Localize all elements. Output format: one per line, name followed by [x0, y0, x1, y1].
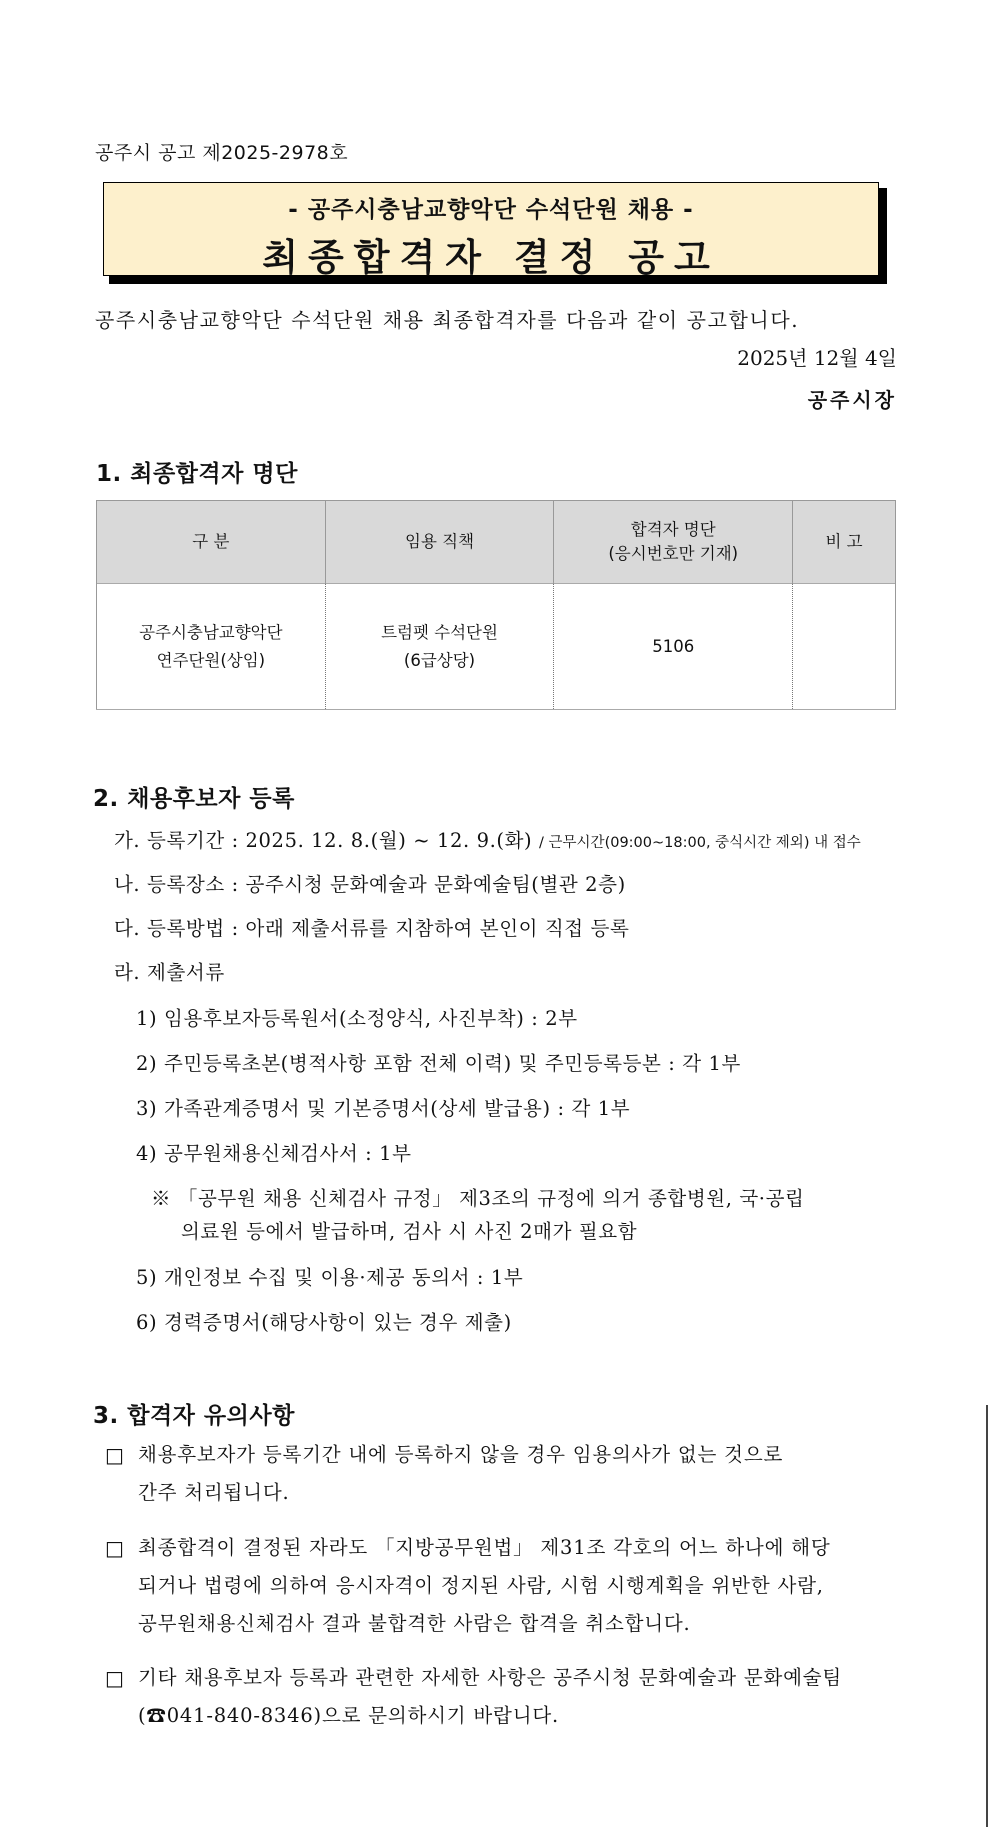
page-edge-line — [986, 1405, 988, 1827]
registration-period-note: / 근무시간(09:00~18:00, 중식시간 제외) 내 접수 — [539, 835, 861, 851]
document-item: 1) 임용후보자등록원서(소정양식, 사진부착) : 2부 — [136, 1007, 578, 1030]
header-remarks: 비 고 — [793, 501, 896, 584]
cell-remark — [793, 584, 896, 710]
notice-date: 2025년 12월 4일 — [737, 346, 897, 370]
cell-position: 트럼펫 수석단원 (6급상당) — [325, 584, 554, 710]
table-row — [97, 584, 896, 710]
medical-note-line2: 의료원 등에서 발급하며, 검사 시 사진 2매가 필요함 — [181, 1220, 638, 1243]
registration-period: 가. 등록기간 : 2025. 12. 8.(월) ~ 12. 9.(화) / 근무시간(09:00~18:00, 중식시간 제외) 내 접수 — [114, 829, 861, 852]
registration-place: 나. 등록장소 : 공주시청 문화예술과 문화예술팀(별관 2층) — [114, 873, 626, 896]
header-candidates: 합격자 명단 (응시번호만 기재) — [554, 501, 793, 584]
notice-item-3: 기타 채용후보자 등록과 관련한 자세한 사항은 공주시청 문화예술과 문화예술팀 (☎041-840-8346)으로 문의하시기 바랍니다. — [138, 1666, 843, 1727]
cell-category: 공주시충남교향악단 연주단원(상임) — [97, 584, 326, 710]
document-item: 2) 주민등록초본(병적사항 포함 전체 이력) 및 주민등록등본 : 각 1부 — [136, 1052, 741, 1075]
documents-title: 라. 제출서류 — [114, 961, 225, 984]
notice-item-1: 채용후보자가 등록기간 내에 등록하지 않을 경우 임용의사가 없는 것으로 간주 처리됩니다. — [138, 1443, 784, 1504]
notice-title: 최종합격자 결정 공고 — [262, 236, 720, 279]
document-item: 6) 경력증명서(해당사항이 있는 경우 제출) — [136, 1311, 512, 1334]
section3-heading: 3. 합격자 유의사항 — [93, 1403, 295, 1429]
cell-applicant-number: 5106 — [554, 584, 793, 710]
issuer: 공주시장 — [807, 388, 897, 412]
section2-heading: 2. 채용후보자 등록 — [93, 786, 295, 812]
section1-heading: 1. 최종합격자 명단 — [96, 461, 298, 487]
table-header-row — [97, 501, 896, 584]
notice-subtitle: - 공주시충남교향악단 수석단원 채용 - — [288, 197, 694, 223]
checkbox-bullet-icon: □ — [105, 1666, 124, 1690]
final-candidates-table — [96, 500, 896, 710]
checkbox-bullet-icon: □ — [105, 1443, 124, 1467]
registration-method: 다. 등록방법 : 아래 제출서류를 지참하여 본인이 직접 등록 — [114, 917, 630, 940]
medical-note-line1: ※ 「공무원 채용 신체검사 규정」 제3조의 규정에 의거 종합병원, 국·공립 — [151, 1187, 805, 1210]
intro-text: 공주시충남교향악단 수석단원 채용 최종합격자를 다음과 같이 공고합니다. — [95, 308, 800, 332]
notice-item-2: 최종합격이 결정된 자라도 「지방공무원법」 제31조 각호의 어느 하나에 해당 되거나 법령에 의하여 응시자격이 정지된 사람, 시험 시행계획을 위반한 사람, 공무원채용신체검사 결과 불합격한 사람은 합격을 취소합니다. — [138, 1536, 831, 1635]
document-item: 5) 개인정보 수집 및 이용·제공 동의서 : 1부 — [136, 1266, 524, 1289]
notice-number: 공주시 공고 제2025-2978호 — [95, 142, 349, 164]
document-item: 3) 가족관계증명서 및 기본증명서(상세 발급용) : 각 1부 — [136, 1097, 631, 1120]
document-item: 4) 공무원채용신체검사서 : 1부 — [136, 1142, 412, 1165]
header-category: 구 분 — [97, 501, 326, 584]
checkbox-bullet-icon: □ — [105, 1536, 124, 1560]
title-box — [103, 182, 879, 279]
header-position: 임용 직책 — [325, 501, 554, 584]
